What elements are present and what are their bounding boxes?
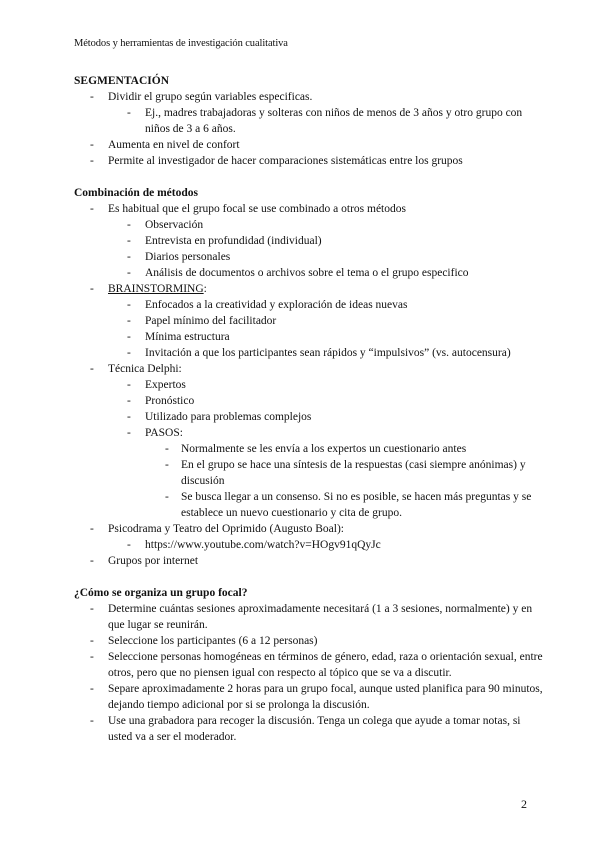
bullet-dash: - [127, 107, 131, 119]
list-item [74, 633, 544, 649]
section-title-organiza: ¿Cómo se organiza un grupo focal? [74, 587, 248, 599]
bullet-dash: - [165, 491, 169, 503]
document-body [74, 73, 544, 745]
bullet-dash: - [127, 251, 131, 263]
list-item-text: Seleccione personas homogéneas en términos de género, edad, raza o orientación sexual, entre otros, pero que no piensen igual con respecto al tópico que se va a discutir. [108, 651, 543, 679]
list-item-text: Papel mínimo del facilitador [145, 315, 277, 327]
list-item [74, 681, 544, 713]
list-item [74, 217, 544, 233]
brainstorming-label: BRAINSTORMING [108, 283, 204, 295]
section-title-combinacion: Combinación de métodos [74, 187, 198, 199]
list-item [74, 313, 544, 329]
list-item [74, 281, 544, 297]
list-item-text: Observación [145, 219, 204, 231]
bullet-dash: - [90, 363, 94, 375]
bullet-dash: - [90, 139, 94, 151]
list-item [74, 89, 544, 105]
list-item-text: Análisis de documentos o archivos sobre el tema o el grupo especifico [145, 267, 469, 279]
page-number: 2 [521, 797, 527, 811]
bullet-dash: - [90, 603, 94, 615]
bullet-dash: - [127, 539, 131, 551]
list-item-text: PASOS: [145, 427, 183, 439]
list-item-text: Invitación a que los participantes sean rápidos y “impulsivos” (vs. autocensura) [145, 347, 511, 359]
list-item [74, 425, 544, 441]
list-item-text: Enfocados a la creatividad y exploración de ideas nuevas [145, 299, 408, 311]
bullet-dash: - [127, 267, 131, 279]
list-item-text: Grupos por internet [108, 555, 199, 567]
list-item [74, 713, 544, 745]
list-item-text: Entrevista en profundidad (individual) [145, 235, 322, 247]
bullet-dash: - [90, 203, 94, 215]
list-item-text: Use una grabadora para recoger la discusión. Tenga un colega que ayude a tomar notas, si usted va a ser el moderador. [108, 715, 521, 743]
list-item-text: Aumenta en nivel de confort [108, 139, 240, 151]
list-item [74, 201, 544, 217]
list-item-text: En el grupo se hace una síntesis de la respuestas (casi siempre anónimas) y discusión [181, 459, 526, 487]
list-item [74, 649, 544, 681]
list-item [74, 537, 544, 553]
bullet-dash: - [127, 235, 131, 247]
list-item [74, 249, 544, 265]
list-item [74, 489, 544, 521]
list-item-text: Mínima estructura [145, 331, 230, 343]
bullet-dash: - [127, 331, 131, 343]
bullet-dash: - [127, 299, 131, 311]
bullet-dash: - [127, 379, 131, 391]
bullet-dash: - [127, 395, 131, 407]
list-item [74, 345, 544, 361]
bullet-dash: - [90, 523, 94, 535]
list-item-text: Diarios personales [145, 251, 231, 263]
bullet-dash: - [90, 715, 94, 727]
list-item-text: Normalmente se les envía a los expertos un cuestionario antes [181, 443, 467, 455]
list-item [74, 441, 544, 457]
list-item-text: Determine cuántas sesiones aproximadamente necesitará (1 a 3 sesiones, normalmente) y en que lugar se reunirán. [108, 603, 533, 631]
section-title-segmentacion: SEGMENTACIÓN [74, 75, 169, 87]
section-spacer [74, 569, 544, 585]
list-item-text: Utilizado para problemas complejos [145, 411, 312, 423]
youtube-link[interactable]: https://www.youtube.com/watch?v=HOgv91qQyJc [145, 539, 381, 551]
section-spacer [74, 169, 544, 185]
list-item-text: Pronóstico [145, 395, 195, 407]
list-item [74, 153, 544, 169]
page-header: Métodos y herramientas de investigación cualitativa [74, 38, 288, 49]
bullet-dash: - [127, 427, 131, 439]
bullet-dash: - [90, 683, 94, 695]
bullet-dash: - [90, 155, 94, 167]
list-item [74, 377, 544, 393]
list-item [74, 265, 544, 281]
bullet-dash: - [165, 459, 169, 471]
list-item-text: Técnica Delphi: [108, 363, 182, 375]
list-item-text: Permite al investigador de hacer comparaciones sistemáticas entre los grupos [108, 155, 463, 167]
list-item [74, 521, 544, 537]
list-item-text: Ej., madres trabajadoras y solteras con niños de menos de 3 años y otro grupo con niños de 3 a 6 años. [145, 107, 523, 135]
bullet-dash: - [90, 91, 94, 103]
bullet-dash: - [90, 635, 94, 647]
bullet-dash: - [127, 219, 131, 231]
bullet-dash: - [165, 443, 169, 455]
bullet-dash: - [127, 315, 131, 327]
list-item-text: Se busca llegar a un consenso. Si no es posible, se hacen más preguntas y se establece un nuevo cuestionario y cita de grupo. [181, 491, 532, 519]
list-item [74, 329, 544, 345]
list-item-text: Seleccione los participantes (6 a 12 personas) [108, 635, 318, 647]
list-item [74, 457, 544, 489]
bullet-dash: - [90, 283, 94, 295]
bullet-dash: - [90, 651, 94, 663]
list-item-text: Psicodrama y Teatro del Oprimido (Augusto Boal): [108, 523, 344, 535]
list-item [74, 553, 544, 569]
list-item [74, 297, 544, 313]
bullet-dash: - [127, 347, 131, 359]
list-item-text: Es habitual que el grupo focal se use combinado a otros métodos [108, 203, 406, 215]
list-item-text: Expertos [145, 379, 186, 391]
bullet-dash: - [90, 555, 94, 567]
list-item [74, 361, 544, 377]
list-item [74, 409, 544, 425]
brainstorming-colon: : [203, 283, 207, 295]
list-item-text: Dividir el grupo según variables especificas. [108, 91, 313, 103]
bullet-dash: - [127, 411, 131, 423]
list-item [74, 137, 544, 153]
list-item [74, 393, 544, 409]
list-item [74, 105, 544, 137]
list-item [74, 233, 544, 249]
list-item-text: Separe aproximadamente 2 horas para un grupo focal, aunque usted planifica para 90 minutos, dejando tiempo adicional por si se prolonga la discusión. [108, 683, 543, 711]
list-item [74, 601, 544, 633]
